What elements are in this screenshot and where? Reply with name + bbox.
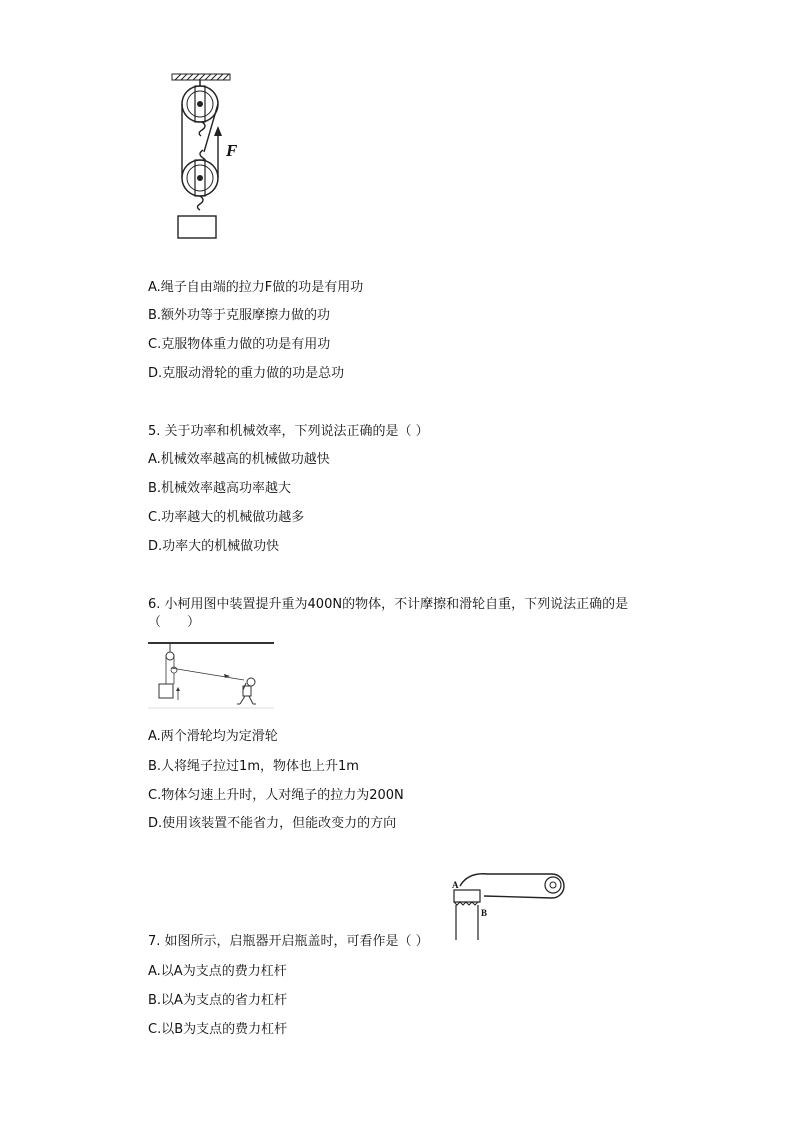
- q7-option-a: A.以A为支点的费力杠杆: [148, 964, 287, 979]
- q5-option-c: C.功率越大的机械做功越多: [148, 510, 305, 525]
- q6-option-d: D.使用该装置不能省力，但能改变力的方向: [148, 816, 397, 831]
- q6-option-b: B.人将绳子拉过1m，物体也上升1m: [148, 759, 359, 774]
- q6-option-c: C.物体匀速上升时，人对绳子的拉力为200N: [148, 788, 404, 803]
- q5-option-d: D.功率大的机械做功快: [148, 539, 280, 554]
- q5-stem: 5. 关于功率和机械效率，下列说法正确的是（ ）: [148, 424, 429, 439]
- point-b-label: B: [481, 908, 488, 918]
- q4-option-b: B.额外功等于克服摩擦力做的功: [148, 308, 331, 323]
- q5-option-a: A.机械效率越高的机械做功越快: [148, 452, 330, 467]
- q4-option-a: A.绳子自由端的拉力F做的功是有用功: [148, 280, 364, 295]
- q7-stem: 7. 如图所示，启瓶器开启瓶盖时，可看作是（ ）: [148, 934, 429, 949]
- q7-option-c: C.以B为支点的费力杠杆: [148, 1022, 288, 1037]
- q6-stem: 6. 小柯用图中装置提升重为400N的物体，不计摩擦和滑轮自重，下列说法正确的是: [148, 597, 629, 612]
- pulley-block-figure: [166, 70, 256, 245]
- point-a-label: A: [452, 880, 459, 890]
- pulley-person-figure: [148, 638, 274, 710]
- q6-option-a: A.两个滑轮均为定滑轮: [148, 729, 278, 744]
- q4-option-c: C.克服物体重力做的功是有用功: [148, 337, 331, 352]
- q4-option-d: D.克服动滑轮的重力做的功是总功: [148, 366, 345, 381]
- q5-option-b: B.机械效率越高功率越大: [148, 481, 292, 496]
- force-label: F: [226, 141, 238, 160]
- bottle-opener-figure: [444, 868, 570, 944]
- q7-option-b: B.以A为支点的省力杠杆: [148, 993, 287, 1008]
- q6-stem-continued: （ ）: [148, 615, 201, 630]
